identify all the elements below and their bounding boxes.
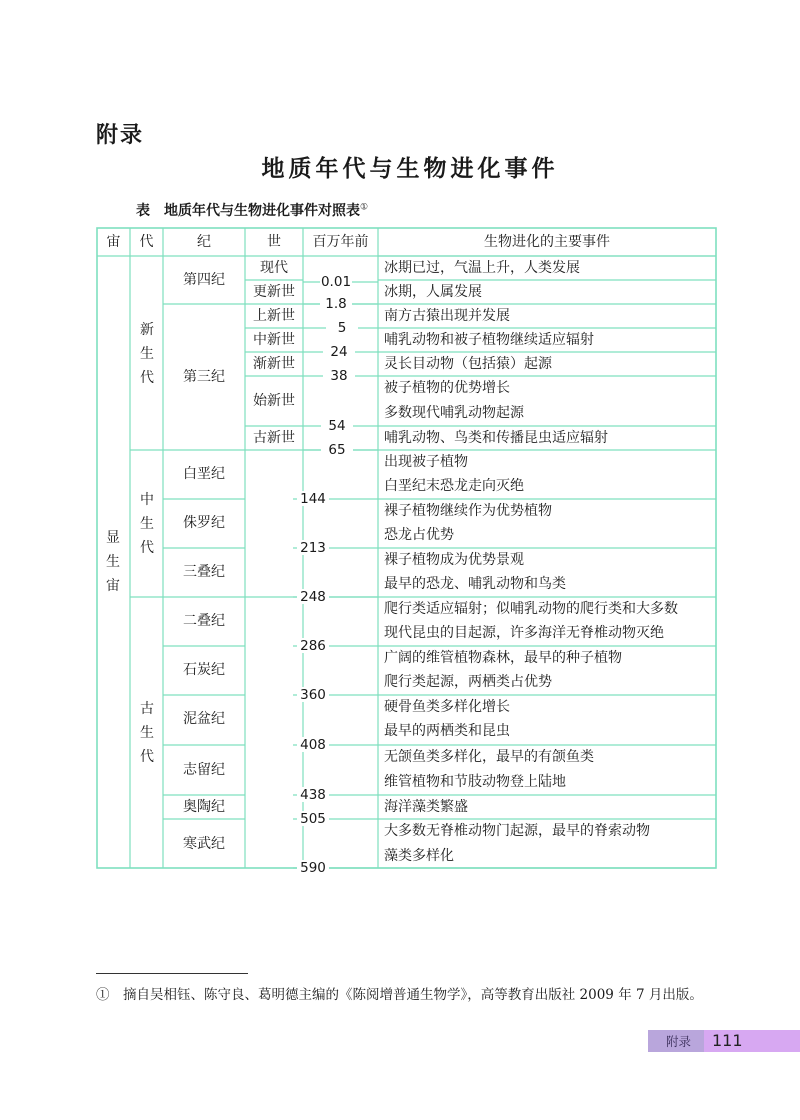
age-label: 1.8 — [325, 296, 347, 312]
eon-label: 宙 — [106, 578, 120, 594]
event-text: 海洋藻类繁盛 — [384, 799, 468, 815]
epoch-label: 渐新世 — [253, 356, 295, 372]
age-label: 24 — [330, 344, 348, 360]
event-text: 爬行类适应辐射；似哺乳动物的爬行类和大多数 — [384, 601, 678, 617]
event-text: 广阔的维管植物森林，最早的种子植物 — [384, 650, 622, 666]
period-label: 石炭纪 — [183, 662, 225, 678]
period-label: 奥陶纪 — [183, 799, 225, 815]
age-label: 438 — [300, 787, 326, 803]
age-label: 5 — [337, 320, 347, 336]
event-text: 灵长目动物（包括猿）起源 — [384, 356, 552, 372]
age-label: 286 — [300, 638, 326, 654]
event-text: 哺乳动物和被子植物继续适应辐射 — [384, 332, 594, 348]
era-label: 生 — [140, 516, 154, 532]
period-label: 白垩纪 — [183, 466, 225, 482]
event-text: 恐龙占优势 — [384, 527, 454, 543]
period-label: 三叠纪 — [183, 564, 225, 580]
event-text: 多数现代哺乳动物起源 — [384, 405, 524, 421]
event-text: 哺乳动物、鸟类和传播昆虫适应辐射 — [384, 430, 608, 446]
period-label: 泥盆纪 — [183, 711, 225, 727]
era-label: 代 — [140, 540, 154, 556]
period-label: 第四纪 — [183, 272, 225, 288]
event-text: 现代昆虫的目起源，许多海洋无脊椎动物灭绝 — [384, 625, 664, 641]
column-header: 世 — [267, 234, 281, 250]
page-tab-label: 附录 — [666, 1034, 692, 1049]
age-label: 248 — [300, 589, 326, 605]
event-text: 硬骨鱼类多样化增长 — [384, 699, 510, 715]
age-label: 144 — [300, 491, 326, 507]
era-label: 生 — [140, 725, 154, 741]
footnote-marker: ① — [360, 202, 369, 213]
table-caption-text: 表 地质年代与生物进化事件对照表 — [136, 203, 360, 219]
event-text: 维管植物和节肢动物登上陆地 — [384, 774, 566, 790]
era-label: 代 — [140, 370, 154, 386]
event-text: 最早的恐龙、哺乳动物和鸟类 — [384, 576, 566, 592]
eon-label: 显 — [106, 530, 120, 546]
age-label: 0.01 — [320, 274, 352, 290]
age-label: 54 — [328, 418, 346, 434]
event-text: 南方古猿出现并发展 — [384, 308, 510, 324]
era-label: 古 — [140, 701, 154, 717]
period-label: 寒武纪 — [183, 836, 225, 852]
column-header: 纪 — [197, 234, 211, 250]
period-label: 二叠纪 — [183, 613, 225, 629]
epoch-label: 古新世 — [253, 430, 295, 446]
column-header: 生物进化的主要事件 — [484, 234, 610, 250]
page-title: 地质年代与生物进化事件 — [261, 156, 559, 182]
event-text: 藻类多样化 — [384, 848, 454, 864]
event-text: 裸子植物继续作为优势植物 — [384, 503, 552, 519]
era-label: 中 — [140, 492, 154, 508]
event-text: 大多数无脊椎动物门起源，最早的脊索动物 — [384, 823, 650, 839]
epoch-label: 现代 — [260, 260, 288, 276]
footnote-divider — [96, 973, 248, 974]
period-label: 侏罗纪 — [183, 515, 225, 531]
age-label: 505 — [300, 811, 326, 827]
event-text: 出现被子植物 — [384, 454, 468, 470]
era-label: 生 — [140, 346, 154, 362]
age-label: 65 — [328, 442, 346, 458]
age-label: 38 — [330, 368, 348, 384]
epoch-label: 中新世 — [253, 332, 295, 348]
age-label: 360 — [300, 687, 326, 703]
epoch-label: 更新世 — [253, 284, 295, 300]
age-label: 213 — [300, 540, 326, 556]
appendix-heading: 附录 — [96, 123, 145, 148]
eon-label: 生 — [106, 554, 120, 570]
age-label: 408 — [300, 737, 326, 753]
period-label: 第三纪 — [183, 369, 225, 385]
event-text: 裸子植物成为优势景观 — [384, 552, 524, 568]
event-text: 被子植物的优势增长 — [384, 380, 510, 396]
age-label: 590 — [300, 860, 326, 876]
event-text: 冰期，人属发展 — [384, 284, 482, 300]
epoch-label: 始新世 — [253, 393, 295, 409]
era-label: 代 — [140, 749, 154, 765]
event-text: 无颌鱼类多样化，最早的有颌鱼类 — [384, 749, 594, 765]
column-header: 百万年前 — [312, 234, 369, 250]
event-text: 白垩纪末恐龙走向灭绝 — [384, 478, 524, 494]
epoch-label: 上新世 — [253, 308, 295, 324]
event-text: 冰期已过，气温上升，人类发展 — [384, 260, 580, 276]
column-header: 宙 — [106, 234, 121, 250]
footnote: ① 摘自吴相钰、陈守良、葛明德主编的《陈阅增普通生物学》，高等教育出版社 2009 年 7 月出版。 — [96, 987, 703, 1003]
event-text: 最早的两栖类和昆虫 — [384, 723, 510, 739]
page-number: 111 — [712, 1031, 743, 1050]
era-label: 新 — [140, 322, 154, 338]
column-header: 代 — [139, 234, 154, 250]
period-label: 志留纪 — [183, 762, 225, 778]
event-text: 爬行类起源，两栖类占优势 — [384, 674, 552, 690]
